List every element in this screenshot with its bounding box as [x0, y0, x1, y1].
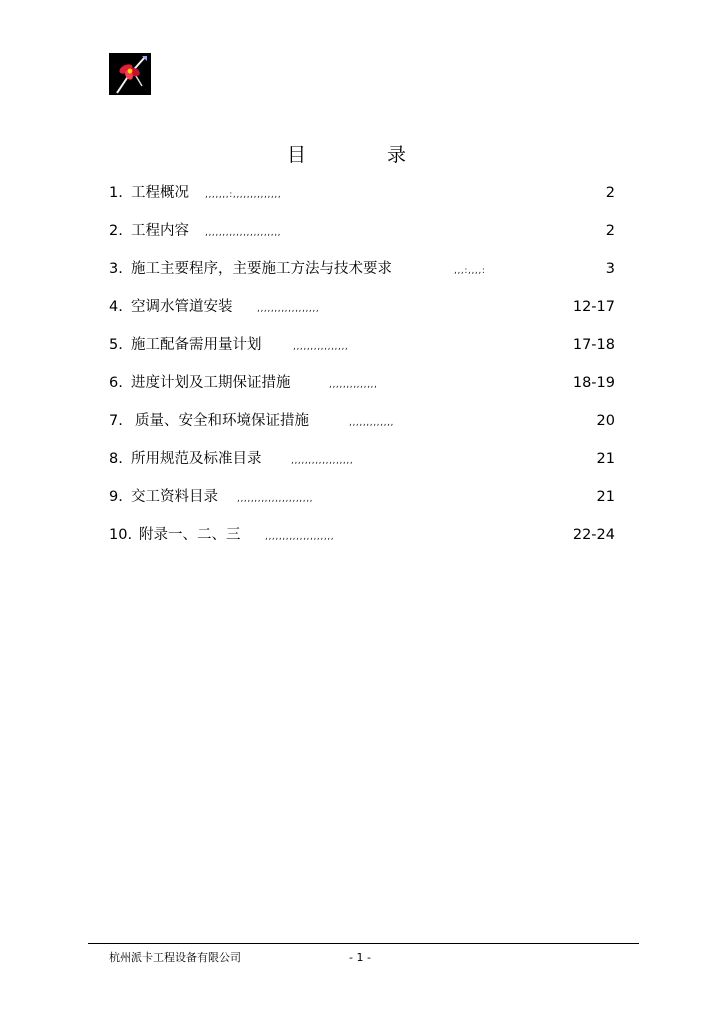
toc-entry-label: 工程内容 — [131, 223, 189, 239]
toc-entry-number: 9. — [109, 489, 123, 505]
toc-entry-number: 2. — [109, 223, 123, 239]
toc-entry-9[interactable] — [109, 486, 615, 508]
toc-entry-leader: ,,,,,,,,,,,,,,,, — [293, 342, 349, 352]
toc-entry-5[interactable] — [109, 334, 615, 356]
toc-entry-6[interactable] — [109, 372, 615, 394]
toc-entry-leader: ,,,,,,,,,,,,,,,,,,,,,, — [205, 228, 282, 238]
toc-entry-label: 交工资料目录 — [131, 489, 218, 505]
toc-entry-page: 2 — [605, 223, 615, 239]
toc-entry-number: 5. — [109, 337, 123, 353]
toc-entry-2[interactable] — [109, 220, 615, 242]
footer-company-name: 杭州派卡工程设备有限公司 — [109, 951, 241, 964]
toc-entry-page: 12-17 — [572, 299, 615, 315]
footer-divider — [88, 943, 639, 944]
toc-title-char-2: 录 — [387, 144, 407, 166]
toc-title — [0, 142, 724, 168]
company-logo — [109, 53, 151, 95]
toc-entry-number: 10. — [109, 527, 133, 543]
toc-entry-label: 进度计划及工期保证措施 — [131, 375, 291, 391]
toc-entry-leader: ,,,:,,,,: — [454, 266, 486, 276]
toc-entry-leader: ,,,,,,,,,,,,,,,,,, — [291, 456, 354, 466]
toc-entry-leader: ,,,,,,,,,,,,,,,,,, — [257, 304, 320, 314]
toc-entry-10[interactable] — [109, 524, 615, 546]
toc-entry-label: 施工主要程序，主要施工方法与技术要求 — [131, 261, 392, 277]
toc-entry-page: 3 — [605, 261, 615, 277]
toc-entry-number: 3. — [109, 261, 123, 277]
toc-entry-label: 工程概况 — [131, 185, 189, 201]
toc-entry-leader: ,,,,,,,:,,,,,,,,,,,,,, — [205, 190, 282, 200]
toc-entry-label: 质量、安全和环境保证措施 — [135, 413, 309, 429]
toc-entry-3[interactable] — [109, 258, 615, 280]
toc-entry-number: 6. — [109, 375, 123, 391]
toc-entry-1[interactable] — [109, 182, 615, 204]
footer-page-number: - 1 - — [349, 951, 371, 964]
toc-entry-label: 附录一、二、三 — [139, 527, 241, 543]
toc-entry-page: 2 — [605, 185, 615, 201]
toc-entry-leader: ,,,,,,,,,,,,,,,,,,,, — [265, 532, 335, 542]
toc-entry-page: 18-19 — [572, 375, 615, 391]
toc-entry-number: 4. — [109, 299, 123, 315]
toc-entry-leader: ,,,,,,,,,,,,,, — [329, 380, 378, 390]
toc-entry-number: 8. — [109, 451, 123, 467]
toc-entry-page: 21 — [596, 489, 615, 505]
toc-entry-page: 20 — [596, 413, 615, 429]
toc-title-char-1: 目 — [287, 144, 307, 166]
toc-entry-7[interactable] — [109, 410, 615, 432]
flower-logo-icon — [109, 53, 151, 95]
toc-entry-4[interactable] — [109, 296, 615, 318]
toc-entry-leader: ,,,,,,,,,,,,, — [349, 418, 394, 428]
toc-entry-page: 21 — [596, 451, 615, 467]
toc-entry-number: 7. — [109, 413, 123, 429]
toc-entry-8[interactable] — [109, 448, 615, 470]
toc-entry-leader: ,,,,,,,,,,,,,,,,,,,,,, — [237, 494, 314, 504]
toc-entry-label: 施工配备需用量计划 — [131, 337, 262, 353]
toc-entry-label: 所用规范及标准目录 — [131, 451, 262, 467]
toc-entry-label: 空调水管道安装 — [131, 299, 233, 315]
toc-entry-number: 1. — [109, 185, 123, 201]
toc-entry-page: 17-18 — [572, 337, 615, 353]
toc-entry-page: 22-24 — [572, 527, 615, 543]
